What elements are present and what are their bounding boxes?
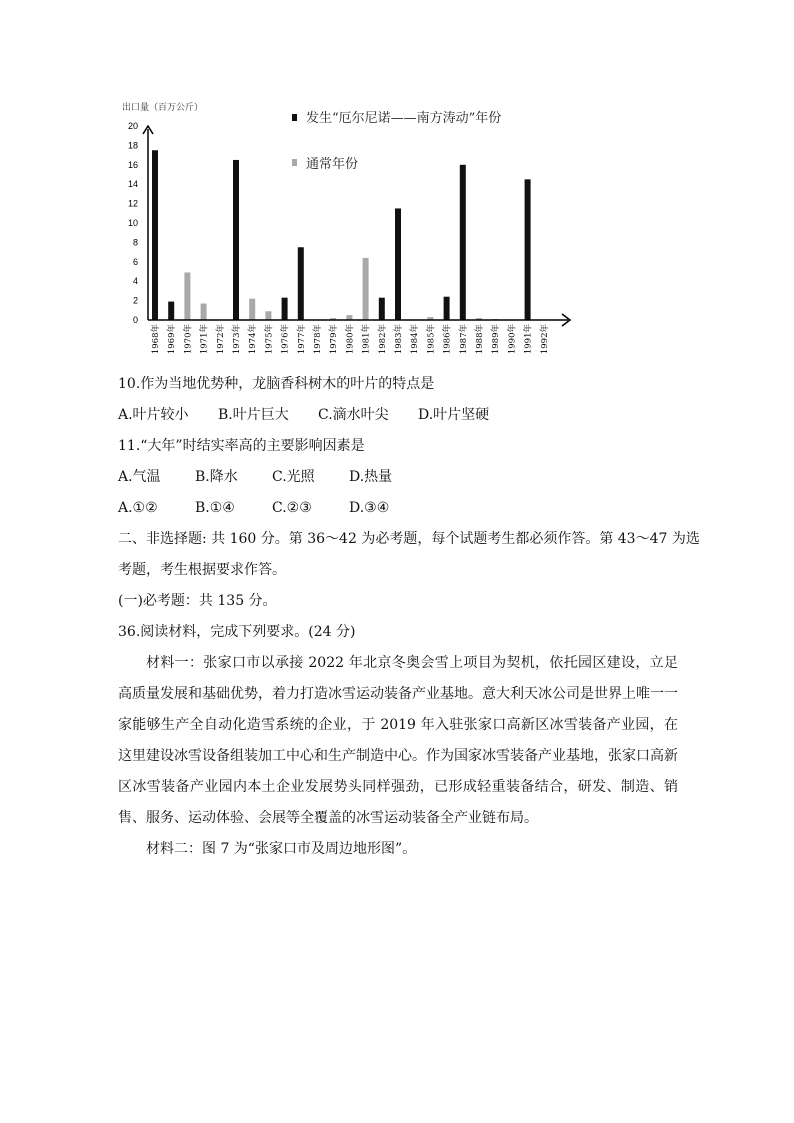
question-11 [118, 434, 678, 520]
q11-options [118, 496, 678, 520]
bar-1970年 [184, 272, 190, 320]
x-tick-label: 1976年 [280, 324, 291, 355]
x-tick-label: 1991年 [523, 324, 534, 355]
q36-stem: 36.阅读材料，完成下列要求。(24 分) [118, 624, 356, 640]
x-tick-label: 1989年 [491, 324, 502, 355]
section-2-line-2: 考题，考生根据要求作答。 [118, 562, 286, 578]
x-tick-label: 1969年 [167, 324, 178, 355]
x-tick-label: 1982年 [377, 324, 388, 355]
y-tick-labels [128, 121, 138, 325]
bar-1982年 [379, 298, 385, 320]
x-tick-label: 1980年 [345, 324, 356, 355]
y-tick-label: 10 [127, 218, 138, 228]
y-tick-label: 14 [127, 179, 138, 190]
q11-stem: 11.“大年”时结实率高的主要影响因素是 [118, 438, 365, 454]
x-tick-label: 1978年 [313, 324, 323, 355]
q10-option-d[interactable]: D.叶片坚硬 [418, 407, 490, 423]
x-tick-label: 1975年 [264, 324, 275, 355]
q11-factor-d: D.热量 [349, 469, 393, 485]
y-tick-label: 4 [132, 276, 138, 287]
export-bar-chart [112, 96, 582, 366]
q11-option-d[interactable]: D.③④ [349, 500, 390, 516]
bar-1971年 [201, 304, 207, 320]
y-tick-label: 2 [132, 295, 138, 306]
bar-1981年 [363, 258, 369, 320]
question-10 [118, 372, 678, 427]
x-tick-label: 1981年 [361, 324, 372, 355]
q11-factors [118, 465, 678, 489]
legend-label-enso: 发生“厄尔尼诺——南方涛动”年份 [306, 111, 502, 126]
q36-material-2: 材料二：图 7 为“张家口市及周边地形图”。 [146, 841, 417, 857]
bar-1983年 [395, 208, 401, 320]
x-tick-label: 1968年 [151, 324, 161, 355]
q10-stem: 10.作为当地优势种，龙脑香科树木的叶片的特点是 [118, 376, 435, 392]
bar-1991年 [525, 179, 531, 320]
y-tick-label: 16 [127, 159, 138, 170]
legend [292, 110, 501, 172]
y-tick-label: 0 [132, 315, 138, 325]
bar-1986年 [444, 297, 450, 320]
legend-swatch-normal [292, 159, 297, 166]
q36-material-1: 材料一：张家口市以承接 2022 年北京冬奥会雪上项目为契机，依托园区建设，立足高质量发展和基础优势，着力打造冰雪运动装备产业基地。意大利天冰公司是世界上唯一一家能够生产全自动化造雪系统的企业，于 2019 年入驻张家口高新区冰雪装备产业园，在这里建设冰雪设备组装加工中心和生产制造中心。作为国家冰雪装备产业基地，张家口高新区冰雪装备产业园内本土企业发展势头同样强劲，已形成轻重装备结合，研发、制造、销售、服务、运动体验、会展等全覆盖的冰雪运动装备全产业链布局。 [118, 655, 678, 826]
q11-factor-c: C.光照 [272, 469, 315, 485]
q10-option-b[interactable]: B.叶片巨大 [218, 407, 289, 423]
x-tick-label: 1985年 [426, 324, 437, 355]
q11-option-a[interactable]: A.①② [118, 500, 158, 516]
q11-option-c[interactable]: C.②③ [272, 500, 312, 516]
x-tick-label: 1974年 [248, 324, 259, 355]
q11-factor-a: A.气温 [118, 469, 161, 485]
q10-options [118, 403, 678, 427]
x-tick-label: 1970年 [183, 324, 194, 355]
section-2-subheading: (一)必考题：共 135 分。 [118, 593, 277, 609]
legend-label-normal: 通常年份 [306, 157, 359, 172]
bar-1974年 [249, 299, 255, 320]
x-tick-label: 1979年 [329, 324, 340, 355]
y-tick-label: 20 [127, 121, 138, 131]
x-tick-label: 1971年 [199, 324, 210, 355]
x-tick-label: 1992年 [539, 324, 550, 355]
q10-option-c[interactable]: C.滴水叶尖 [318, 407, 389, 423]
x-tick-label: 1984年 [410, 324, 421, 355]
y-tick-label: 8 [132, 237, 138, 248]
legend-swatch-enso [292, 114, 297, 121]
q10-option-a[interactable]: A.叶片较小 [118, 407, 189, 423]
x-tick-label: 1977年 [296, 324, 307, 355]
x-tick-labels [150, 324, 550, 355]
y-tick-label: 6 [132, 256, 138, 267]
q11-factor-b: B.降水 [195, 469, 238, 485]
x-tick-label: 1986年 [442, 324, 453, 355]
y-tick-label: 18 [127, 140, 138, 151]
question-36 [118, 620, 678, 865]
q11-option-b[interactable]: B.①④ [195, 500, 235, 516]
bars [152, 150, 531, 320]
x-tick-label: 1990年 [507, 324, 518, 355]
bar-1987年 [460, 165, 466, 320]
section-2-intro [118, 527, 700, 613]
x-tick-label: 1983年 [394, 324, 404, 355]
y-tick-label: 12 [127, 198, 138, 209]
x-tick-label: 1972年 [215, 324, 226, 355]
bar-1968年 [152, 150, 158, 320]
bar-1976年 [282, 298, 288, 320]
bar-1975年 [265, 311, 271, 320]
bar-1977年 [298, 247, 304, 320]
bar-1973年 [233, 160, 239, 320]
y-axis-label: 出口量（百万公斤） [122, 102, 204, 112]
x-tick-label: 1987年 [458, 324, 469, 355]
section-2-line-1: 二、非选择题: 共 160 分。第 36～42 为必考题，每个试题考生都必须作答。第 43～47 为选 [118, 531, 700, 547]
x-tick-label: 1988年 [475, 324, 485, 355]
x-tick-label: 1973年 [232, 324, 242, 355]
bar-1969年 [168, 302, 174, 320]
